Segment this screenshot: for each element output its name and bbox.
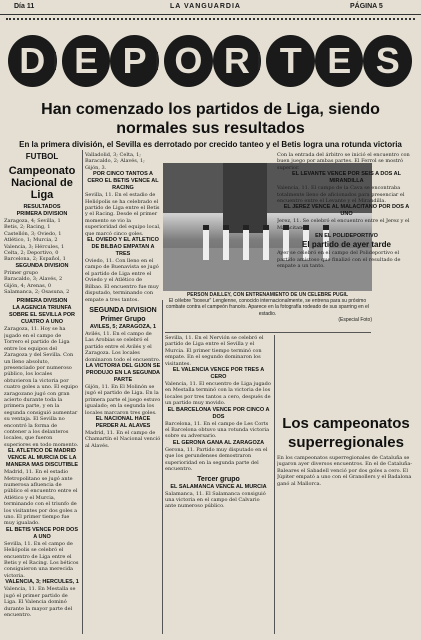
photo-figure [243, 225, 249, 260]
caption-text: El célebre "boxeur" Lenglenne, conocido internacionalmente, se entrena para su próximo combate contra el campeón francés. Aparece en la fotografía rodeado de sus sparring en el estadio. [166, 298, 369, 317]
article-heading: EL ATLETICO DE MADRID VENCE AL MURCIA DE LA MANERA MAS DISCUTIBLE [5, 448, 79, 469]
masthead-letter: R [213, 35, 262, 87]
masthead-letter: P [110, 35, 159, 87]
column-1 [4, 152, 80, 634]
article-text: Zaragoza, 11. Hoy se ha jugado en el campo de Torrero el partido de Liga entre los equipos del Zaragoza y del Sevilla. Con un lleno absoluto, presenciado por numeroso público, los locales obtuvieron la victoria por cuatro goles a uno. El equipo zaragozano jugó con gran acierto durante toda la primera parte, y en la segunda consiguió aumentar su ventaja. El Sevilla no encontró la forma de contener a los delanteros locales, que fueron superiores en todo momento. [4, 326, 79, 448]
article-heading: EL SALAMANCA VENCE AL MURCIA [170, 483, 267, 490]
article-heading: EN EL POLIDEPORTIVO [315, 233, 378, 240]
article-text: Ayer se celebró en el campo del Polideportivo el partido amistoso que finalizó con el resultado de empate a un tanto. [277, 250, 401, 270]
list-item: Valencia, 3; Hércules, 1 [4, 243, 65, 250]
article-text: Valencia, 11. En Mestalla se jugó el primer partido de Liga. El Valencia dominó durante la mayor parte del encuentro. [4, 586, 76, 618]
masthead [0, 16, 421, 98]
list-item: Castellón, 3; Oviedo, 1 [4, 230, 62, 237]
article-text: Oviedo, 11. Con lleno en el campo de Buenavista se jugó el partido de Liga entre el Oviedo y el Atlético de Bilbao. El encuentro fue muy disputado, terminando con empate a tres tantos. [85, 258, 159, 303]
photo-figure [203, 225, 209, 260]
article-heading: PRIMERA DIVISION [16, 298, 68, 305]
results-heading: RESULTADOS [23, 204, 61, 210]
masthead-letter: D [8, 35, 57, 87]
section-title-liga: Campeonato Nacional de Liga [8, 165, 76, 201]
list-item: Primer grupo [4, 269, 39, 276]
article-heading: El partido de ayer tarde [302, 240, 391, 250]
group-heading: Tercer grupo [197, 475, 240, 483]
division-heading: PRIMERA DIVISION [16, 211, 68, 217]
photo-figure [223, 225, 229, 260]
column-divider [162, 300, 163, 634]
article-text: Gerona, 11. Partido muy disputado en el que los gerundenses demostraron superioridad en la segunda parte del encuentro. [165, 446, 268, 473]
article-text: Barcelona, 11. En el campo de Les Corts el Barcelona obtuvo una rotunda victoria sobre su adversario. [165, 420, 270, 440]
article-text: Avilés, 11. En el campo de Las Arobias se celebró el partido entre el Avilés y el Zaragoza. Los locales dominaron todo el encuentro. [85, 330, 161, 363]
article-heading: EL BETIS VENCE POR DOS A UNO [5, 526, 79, 540]
masthead-letter: E [315, 35, 364, 87]
list-item: Gijón, 4; Arenas, 0 [4, 282, 52, 289]
page-date: Día 11 [14, 3, 35, 10]
column-4-lower [277, 455, 416, 634]
list-item: Betis, 2; Racing, 1 [4, 224, 51, 231]
article-heading: EL NACIONAL HACE PERDER AL ALAVES [95, 415, 151, 429]
results-list [4, 218, 80, 263]
article-text: Sevilla, 11. En el estadio de Heliópolis se ha celebrado el partido de Liga entre el Betis y el Racing. Desde el primer momento se vio la superioridad del equipo local, que marcó cinco goles. [85, 192, 161, 237]
photo-figure [263, 225, 269, 260]
caption-title: PERSON DAILLEY, CON ENTRENAMIENTO DE UN CELEBRE PUGIL [186, 292, 349, 298]
column-3 [165, 335, 272, 634]
masthead-letter: E [62, 35, 111, 87]
article-text: Con la entrada del árbitro se inició el encuentro con buen juego por ambas partes. El Ferrol se mostró superior. [277, 152, 410, 171]
article-text: Salamanca, 11. El Salamanca consiguió una victoria en el campo del Calvario ante numeroso público. [165, 490, 266, 510]
article-text: Valencia, 11. El encuentro de Liga jugado en Mestalla terminó con la victoria de los locales por tres tantos a cero, después de un partido muy movido. [165, 381, 271, 407]
page-number: PÁGINA 5 [350, 3, 383, 10]
big-headline: Los campeonatos superregionales [282, 415, 410, 451]
article-text: Valencia, 11. El campo de la Cava se encontraba totalmente lleno de aficionados para presenciar el encuentro entre el Levante y el Mirandilla. [277, 185, 405, 205]
article-heading: LA VICTORIA DEL GIJON SE PRODUJO EN LA SEGUNDA PARTE [85, 362, 161, 383]
caption-credit: (Especial Foto) [338, 316, 372, 323]
article-heading: EL BARCELONA VENCE POR CINCO A DOS [167, 406, 270, 420]
column-2 [85, 152, 161, 634]
article-text: Gijón, 11. En El Molinón se jugó el partido de Liga. En la primera parte el juego estuvo igualado; en la segunda los locales marcaron tres goles. [85, 383, 161, 416]
column-divider [274, 335, 275, 634]
list-item: Zaragoza, 4; Sevilla, 1 [4, 218, 61, 224]
article-heading: POR CINCO TANTOS A CERO EL BETIS VENCE AL RACING [87, 171, 159, 192]
list-item: Atlético, 1; Murcia, 2 [4, 237, 58, 244]
article-heading: EL GERONA GANA AL ZARAGOZA [172, 439, 265, 446]
main-headline: Han comenzado los partidos de Liga, siendo normales sus resultados [41, 101, 380, 137]
page-header [0, 0, 421, 15]
list-item: Celta, 2; Deportivo, 0 [4, 250, 59, 257]
sub-headline: En la primera división, el Sevilla es derrotado por crecido tanteo y el Betis logra una rotunda victoria [19, 140, 402, 149]
column-divider [82, 150, 83, 634]
group-heading: Primer Grupo [100, 315, 146, 323]
masthead-letter: T [266, 35, 315, 87]
article-text: Madrid, 11. En el estadio Metropolitano se jugó ante numerosa afluencia de público el encuentro entre el Atlético y el Murcia, terminando con el triunfo de los visitantes por dos goles a uno. El primer tiempo fue muy igualado. [4, 469, 78, 527]
section-segunda: SEGUNDA DIVISION [89, 306, 157, 314]
article-heading: VALENCIA, 3; HERCULES, 1 [5, 579, 79, 586]
article-text: En los campeonatos superregionales de Cataluña se jugaron ayer diversos encuentros. En el de Cataluña-Baleares el Sabadell venció por dos goles a cero. El Júpiter empató a uno con el Granollers y el Badalona ganó al Mallorca. [277, 455, 413, 487]
article-text: Valladolid, 3; Celta, 1; Baracaldo, 2; Alavés, 1; Gijón, 3. [85, 152, 145, 171]
list-item: Baracaldo, 3; Alavés, 2 [4, 276, 63, 283]
masthead-letter: O [164, 35, 213, 87]
masthead-title [8, 26, 412, 96]
article-heading: AVILES, 5; ZARAGOZA, 1 [89, 323, 157, 330]
article-heading: EL JEREZ VENCE AL MALACITANO POR DOS A UNO [283, 204, 410, 218]
article-heading: EL OVIEDO Y EL ATLETICO DE BILBAO EMPATAN A TRES [87, 237, 159, 258]
photo-tower [223, 163, 267, 233]
article-text: Sevilla, 11. En el campo de Heliópolis se celebró el encuentro de Liga entre el Betis y el Racing. Los béticos consiguieron una merecida victoria. [4, 540, 79, 579]
newspaper-name: LA VANGUARDIA [170, 3, 241, 10]
column-4 [277, 152, 416, 412]
list-item: Salamanca, 2; Osasuna, 2 [4, 289, 70, 296]
article-text: Madrid, 11. En el campo de Chamartín el Nacional venció al Alavés. [85, 429, 161, 449]
section-futbol: FUTBOL [25, 152, 59, 161]
masthead-letter: S [363, 35, 412, 87]
list-item: Barcelona, 2; Español, 1 [4, 256, 66, 263]
article-text: Jerez, 11. Se celebró el encuentro entre el Jerez y el Malacitano. [277, 218, 410, 231]
article-heading: EL VALENCIA VENCE POR TRES A CERO [172, 367, 265, 381]
article-text: Sevilla, 11. En el Nervión se celebró el partido de Liga entre el Sevilla y el Murcia. El primer tiempo terminó con empate. En el segundo dominaron los visitantes. [165, 335, 264, 367]
article-heading: EL LEVANTE VENCE POR SEIS A DOS AL MIRANDILLA [292, 171, 401, 185]
division-heading: SEGUNDA DIVISION [15, 262, 69, 269]
article-heading: LA AGENCIA TRIUNFA SOBRE EL SEVILLA POR CUATRO A UNO [8, 305, 75, 326]
